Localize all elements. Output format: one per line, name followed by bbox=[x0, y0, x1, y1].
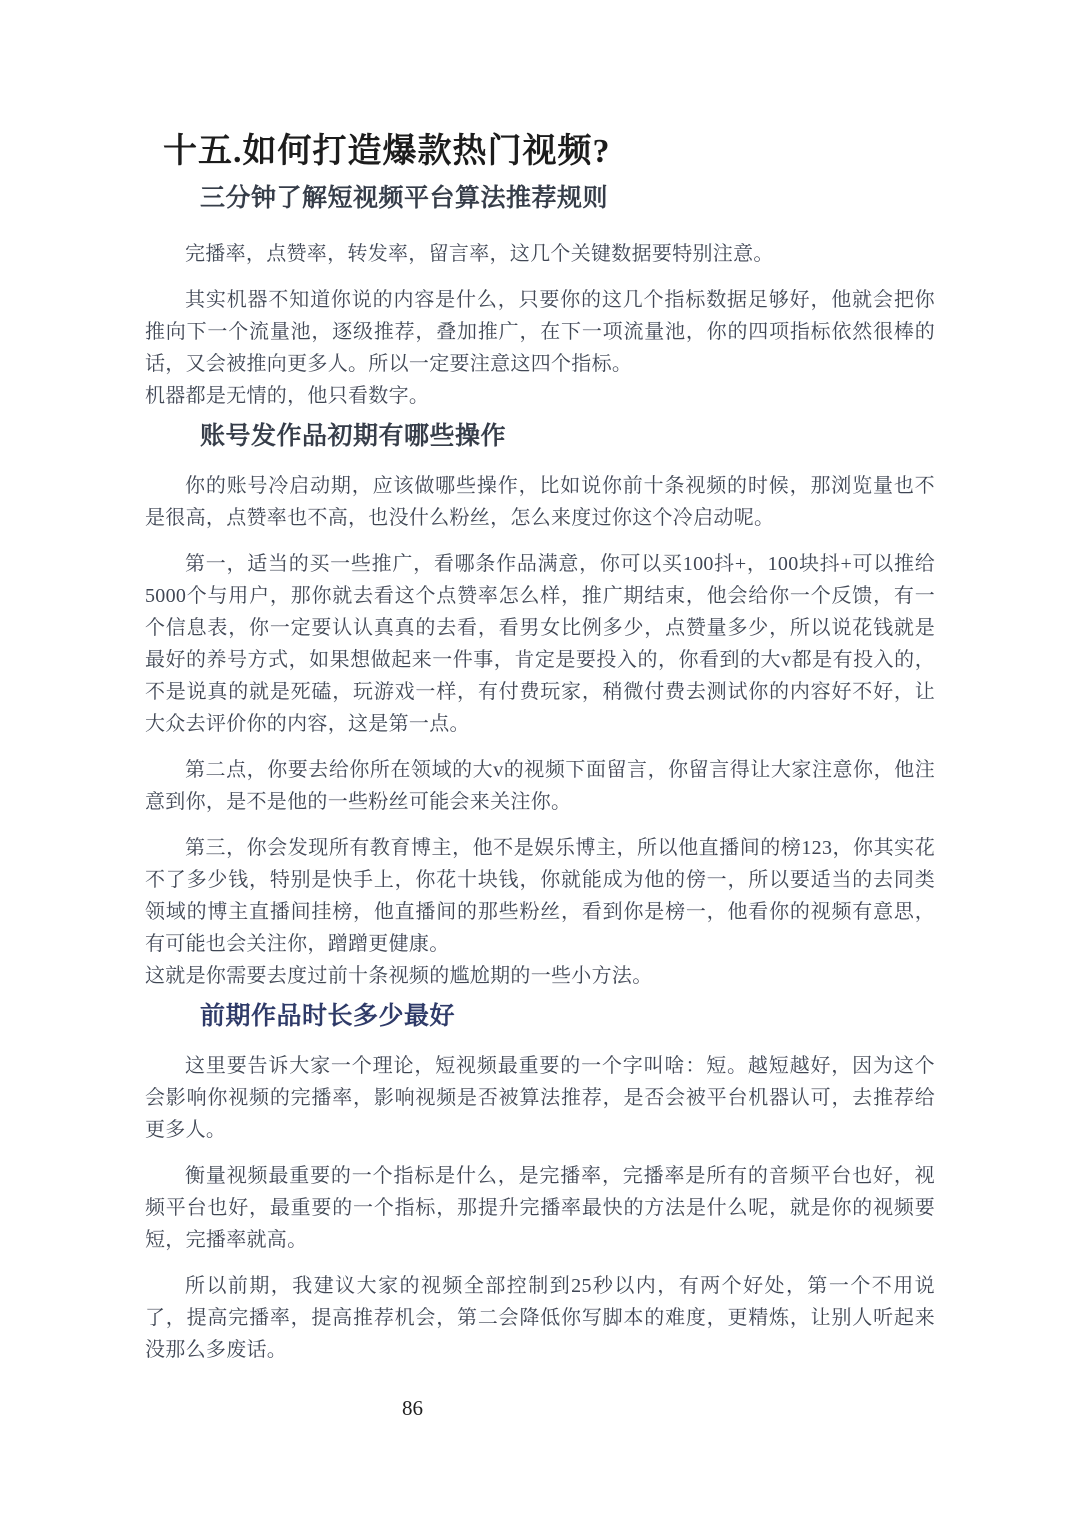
paragraph-machine-recommendation: 其实机器不知道你说的内容是什么，只要你的这几个指标数据足够好，他就会把你推向下一个流量池，逐级推荐，叠加推广，在下一项流量池，你的四项指标依然很棒的话，又会被推向更多人。所以一定要注意这四个指标。 bbox=[145, 289, 935, 375]
paragraph-machine-numbers: 机器都是无情的，他只看数字。 bbox=[145, 385, 430, 407]
paragraph-25-seconds-advice: 所以前期，我建议大家的视频全部控制到25秒以内，有两个好处，第一个不用说了，提高完播率，提高推荐机会，第二会降低你写脚本的难度，更精炼，让别人听起来没那么多废话。 bbox=[145, 1275, 935, 1361]
paragraph-key-metrics: 完播率，点赞率，转发率，留言率，这几个关键数据要特别注意。 bbox=[185, 243, 774, 265]
section-heading-best-video-length: 前期作品时长多少最好 bbox=[200, 1003, 456, 1030]
paragraph-cold-start: 你的账号冷启动期，应该做哪些操作，比如说你前十条视频的时候，那浏览量也不是很高，点赞率也不高，也没什么粉丝，怎么来度过你这个冷启动呢。 bbox=[145, 475, 935, 529]
paragraph-short-theory: 这里要告诉大家一个理论，短视频最重要的一个字叫啥：短。越短越好，因为这个会影响你视频的完播率，影响视频是否被算法推荐，是否会被平台机器认可，去推荐给更多人。 bbox=[145, 1055, 935, 1141]
page-number: 86 bbox=[402, 1396, 423, 1420]
paragraph-tip-two-comment-on-big-v: 第二点，你要去给你所在领域的大v的视频下面留言，你留言得让大家注意你，他注意到你，是不是他的一些粉丝可能会来关注你。 bbox=[145, 759, 935, 813]
section-heading-early-account-actions: 账号发作品初期有哪些操作 bbox=[200, 423, 507, 450]
page-title: 十五.如何打造爆款热门视频? bbox=[163, 133, 611, 170]
paragraph-tip-one-paid-promotion: 第一，适当的买一些推广，看哪条作品满意，你可以买100抖+，100块抖+可以推给5000个与用户，那你就去看这个点赞率怎么样，推广期结束，他会给你一个反馈，有一个信息表，你一定要认认真真的去看，看男女比例多少，点赞量多少，所以说花钱就是最好的养号方式，如果想做起来一件事，肯定是要投入的，你看到的大v都是有投入的，不是说真的就是死磕，玩游戏一样，有付费玩家，稍微付费去测试你的内容好不好，让大众去评价你的内容，这是第一点。 bbox=[145, 553, 935, 735]
paragraph-tip-three-live-ranking: 第三，你会发现所有教育博主，他不是娱乐博主，所以他直播间的榜123，你其实花不了多少钱，特别是快手上，你花十块钱，你就能成为他的傍一，所以要适当的去同类领域的博主直播间挂榜，他直播间的那些粉丝，看到你是榜一，他看你的视频有意思，有可能也会关注你，蹭蹭更健康。 bbox=[145, 837, 935, 955]
section-heading-algorithm-rules: 三分钟了解短视频平台算法推荐规则 bbox=[200, 185, 609, 212]
paragraph-summary-small-methods: 这就是你需要去度过前十条视频的尴尬期的一些小方法。 bbox=[145, 965, 653, 987]
paragraph-completion-rate-metric: 衡量视频最重要的一个指标是什么，是完播率，完播率是所有的音频平台也好，视频平台也好，最重要的一个指标，那提升完播率最快的方法是什么呢，就是你的视频要短，完播率就高。 bbox=[145, 1165, 935, 1251]
